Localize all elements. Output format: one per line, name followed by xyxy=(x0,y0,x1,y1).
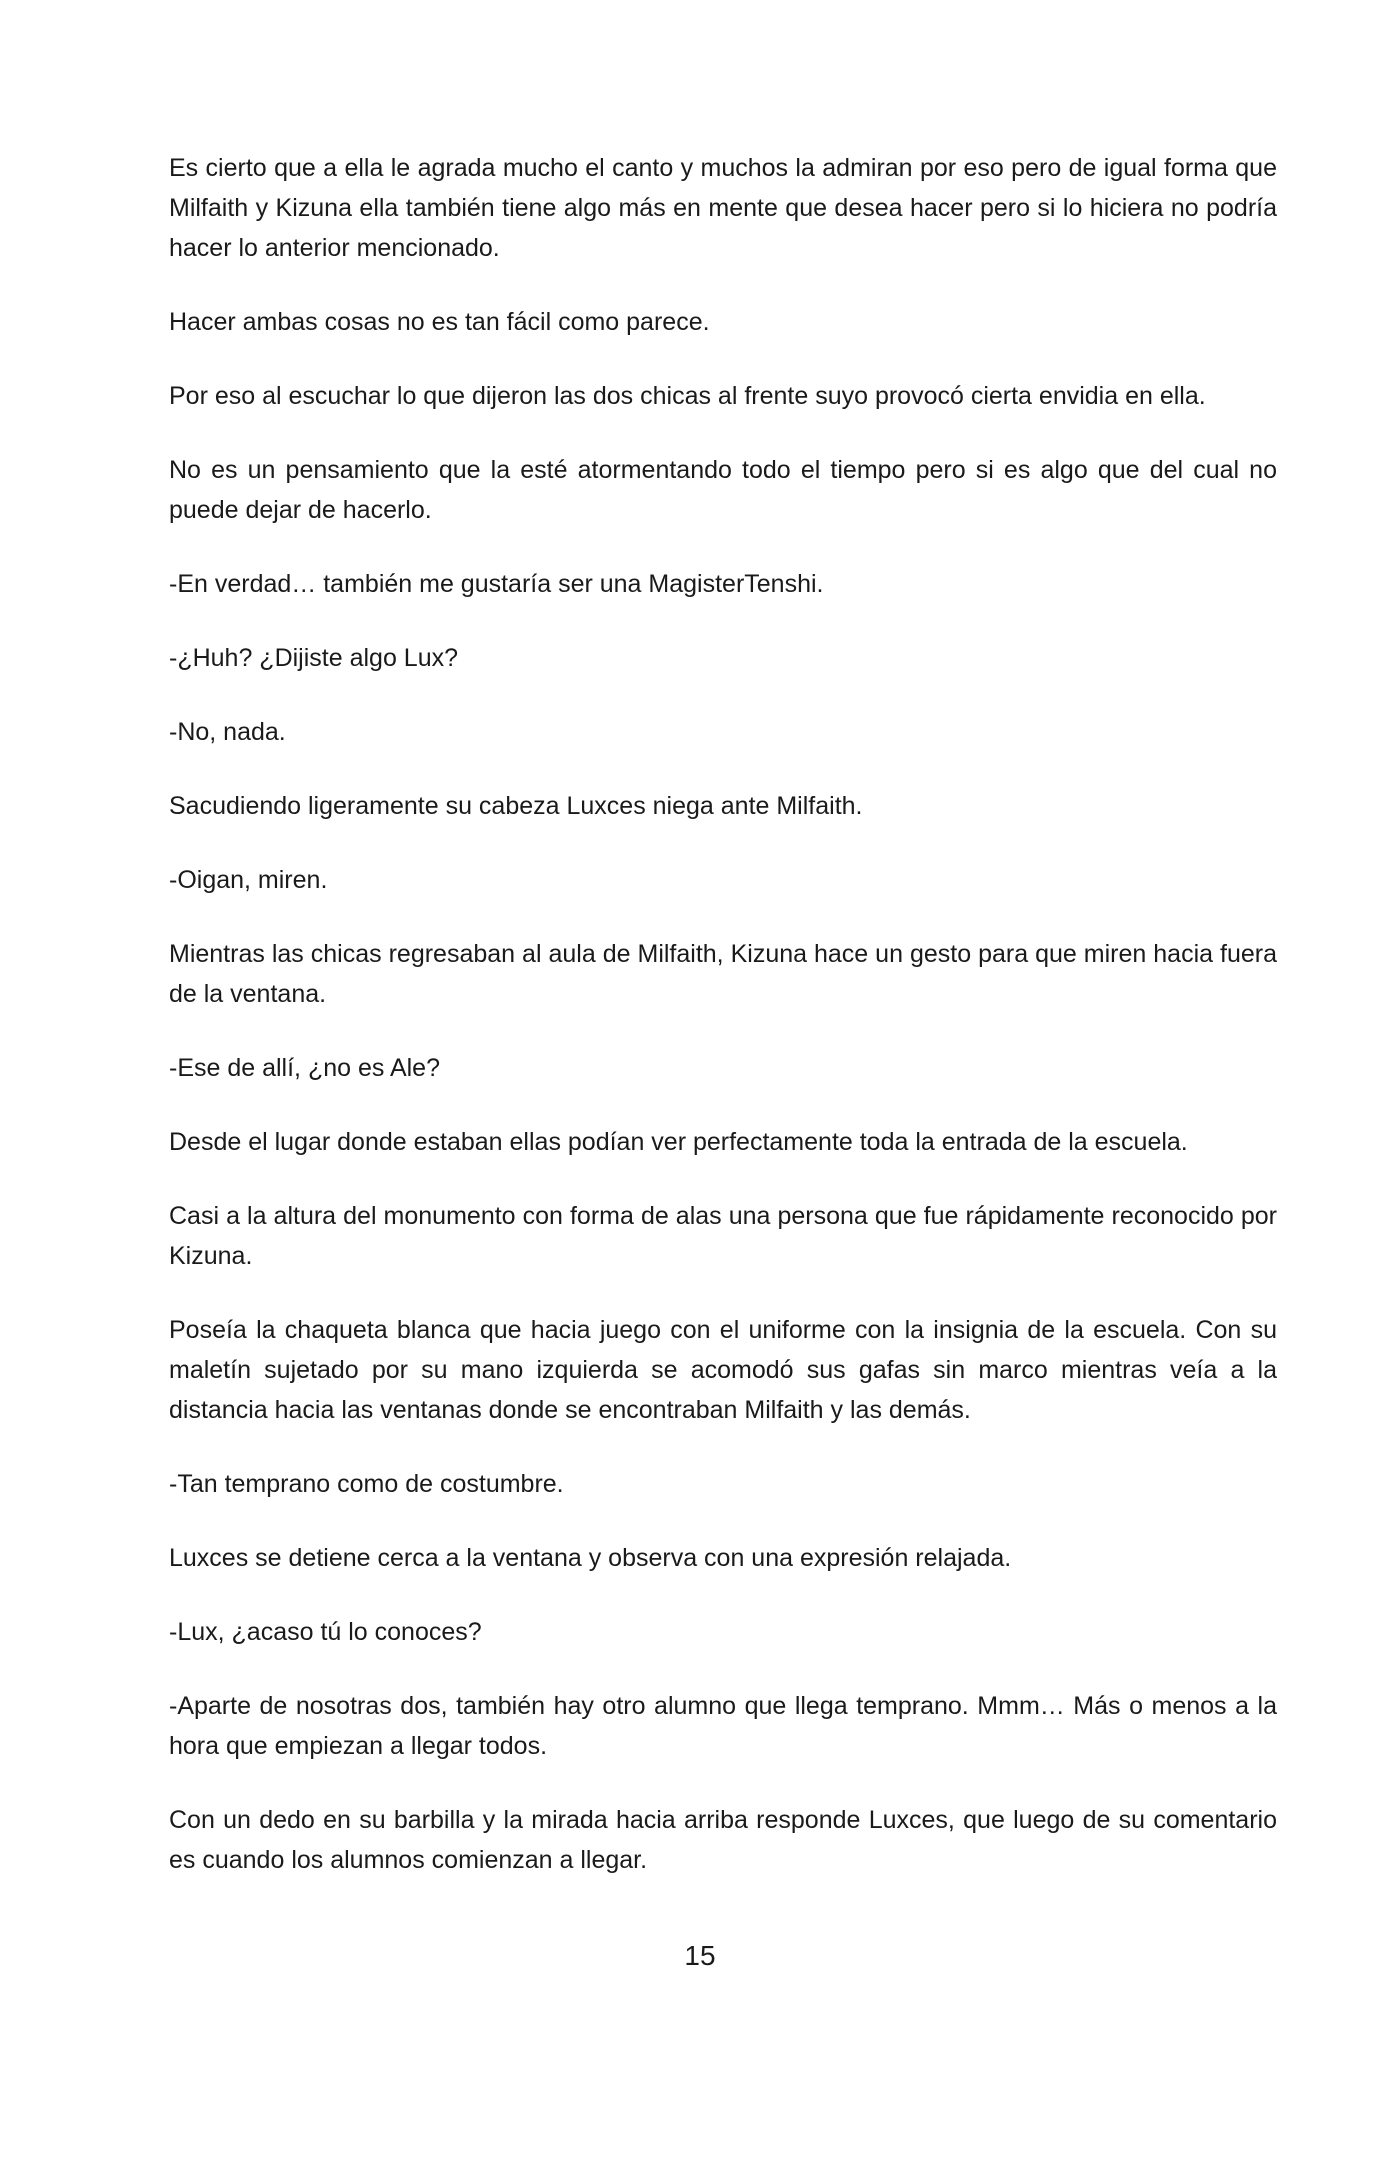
paragraph: Luxces se detiene cerca a la ventana y observa con una expresión relajada. xyxy=(169,1544,1012,1572)
dialogue-line: -Oigan, miren. xyxy=(169,866,328,894)
dialogue-line: -Ese de allí, ¿no es Ale? xyxy=(169,1054,440,1082)
paragraph: Sacudiendo ligeramente su cabeza Luxces niega ante Milfaith. xyxy=(169,792,863,820)
paragraph: No es un pensamiento que la esté atormentando todo el tiempo pero si es algo que del cual no puede dejar de hacerlo. xyxy=(169,456,1277,524)
dialogue-line: -Tan temprano como de costumbre. xyxy=(169,1470,564,1498)
dialogue-line: -¿Huh? ¿Dijiste algo Lux? xyxy=(169,644,459,672)
paragraph: Con un dedo en su barbilla y la mirada hacia arriba responde Luxces, que luego de su comentario es cuando los alumnos comienzan a llegar. xyxy=(169,1806,1277,1874)
paragraph: Hacer ambas cosas no es tan fácil como parece. xyxy=(169,308,710,336)
paragraph: Es cierto que a ella le agrada mucho el canto y muchos la admiran por eso pero de igual forma que Milfaith y Kizuna ella también tiene algo más en mente que desea hacer pero si lo hiciera no podría hacer lo anterior mencionado. xyxy=(169,154,1277,262)
paragraph: Mientras las chicas regresaban al aula de Milfaith, Kizuna hace un gesto para que miren hacia fuera de la ventana. xyxy=(169,940,1277,1008)
paragraph: Por eso al escuchar lo que dijeron las dos chicas al frente suyo provocó cierta envidia en ella. xyxy=(169,382,1206,410)
paragraph: Poseía la chaqueta blanca que hacia juego con el uniforme con la insignia de la escuela. Con su maletín sujetado por su mano izquierda se acomodó sus gafas sin marco mientras veía a la distancia hacia las ventanas donde se encontraban Milfaith y las demás. xyxy=(169,1316,1277,1424)
body-text xyxy=(169,148,1277,1914)
dialogue-line: -En verdad… también me gustaría ser una MagisterTenshi. xyxy=(169,570,824,598)
page-number: 15 xyxy=(684,1940,716,1971)
paragraph: Desde el lugar donde estaban ellas podían ver perfectamente toda la entrada de la escuela. xyxy=(169,1128,1188,1156)
dialogue-line: -No, nada. xyxy=(169,718,286,746)
dialogue-line: -Aparte de nosotras dos, también hay otro alumno que llega temprano. Mmm… Más o menos a la hora que empiezan a llegar todos. xyxy=(169,1692,1277,1760)
paragraph: Casi a la altura del monumento con forma de alas una persona que fue rápidamente reconocido por Kizuna. xyxy=(169,1202,1277,1270)
dialogue-line: -Lux, ¿acaso tú lo conoces? xyxy=(169,1618,482,1646)
